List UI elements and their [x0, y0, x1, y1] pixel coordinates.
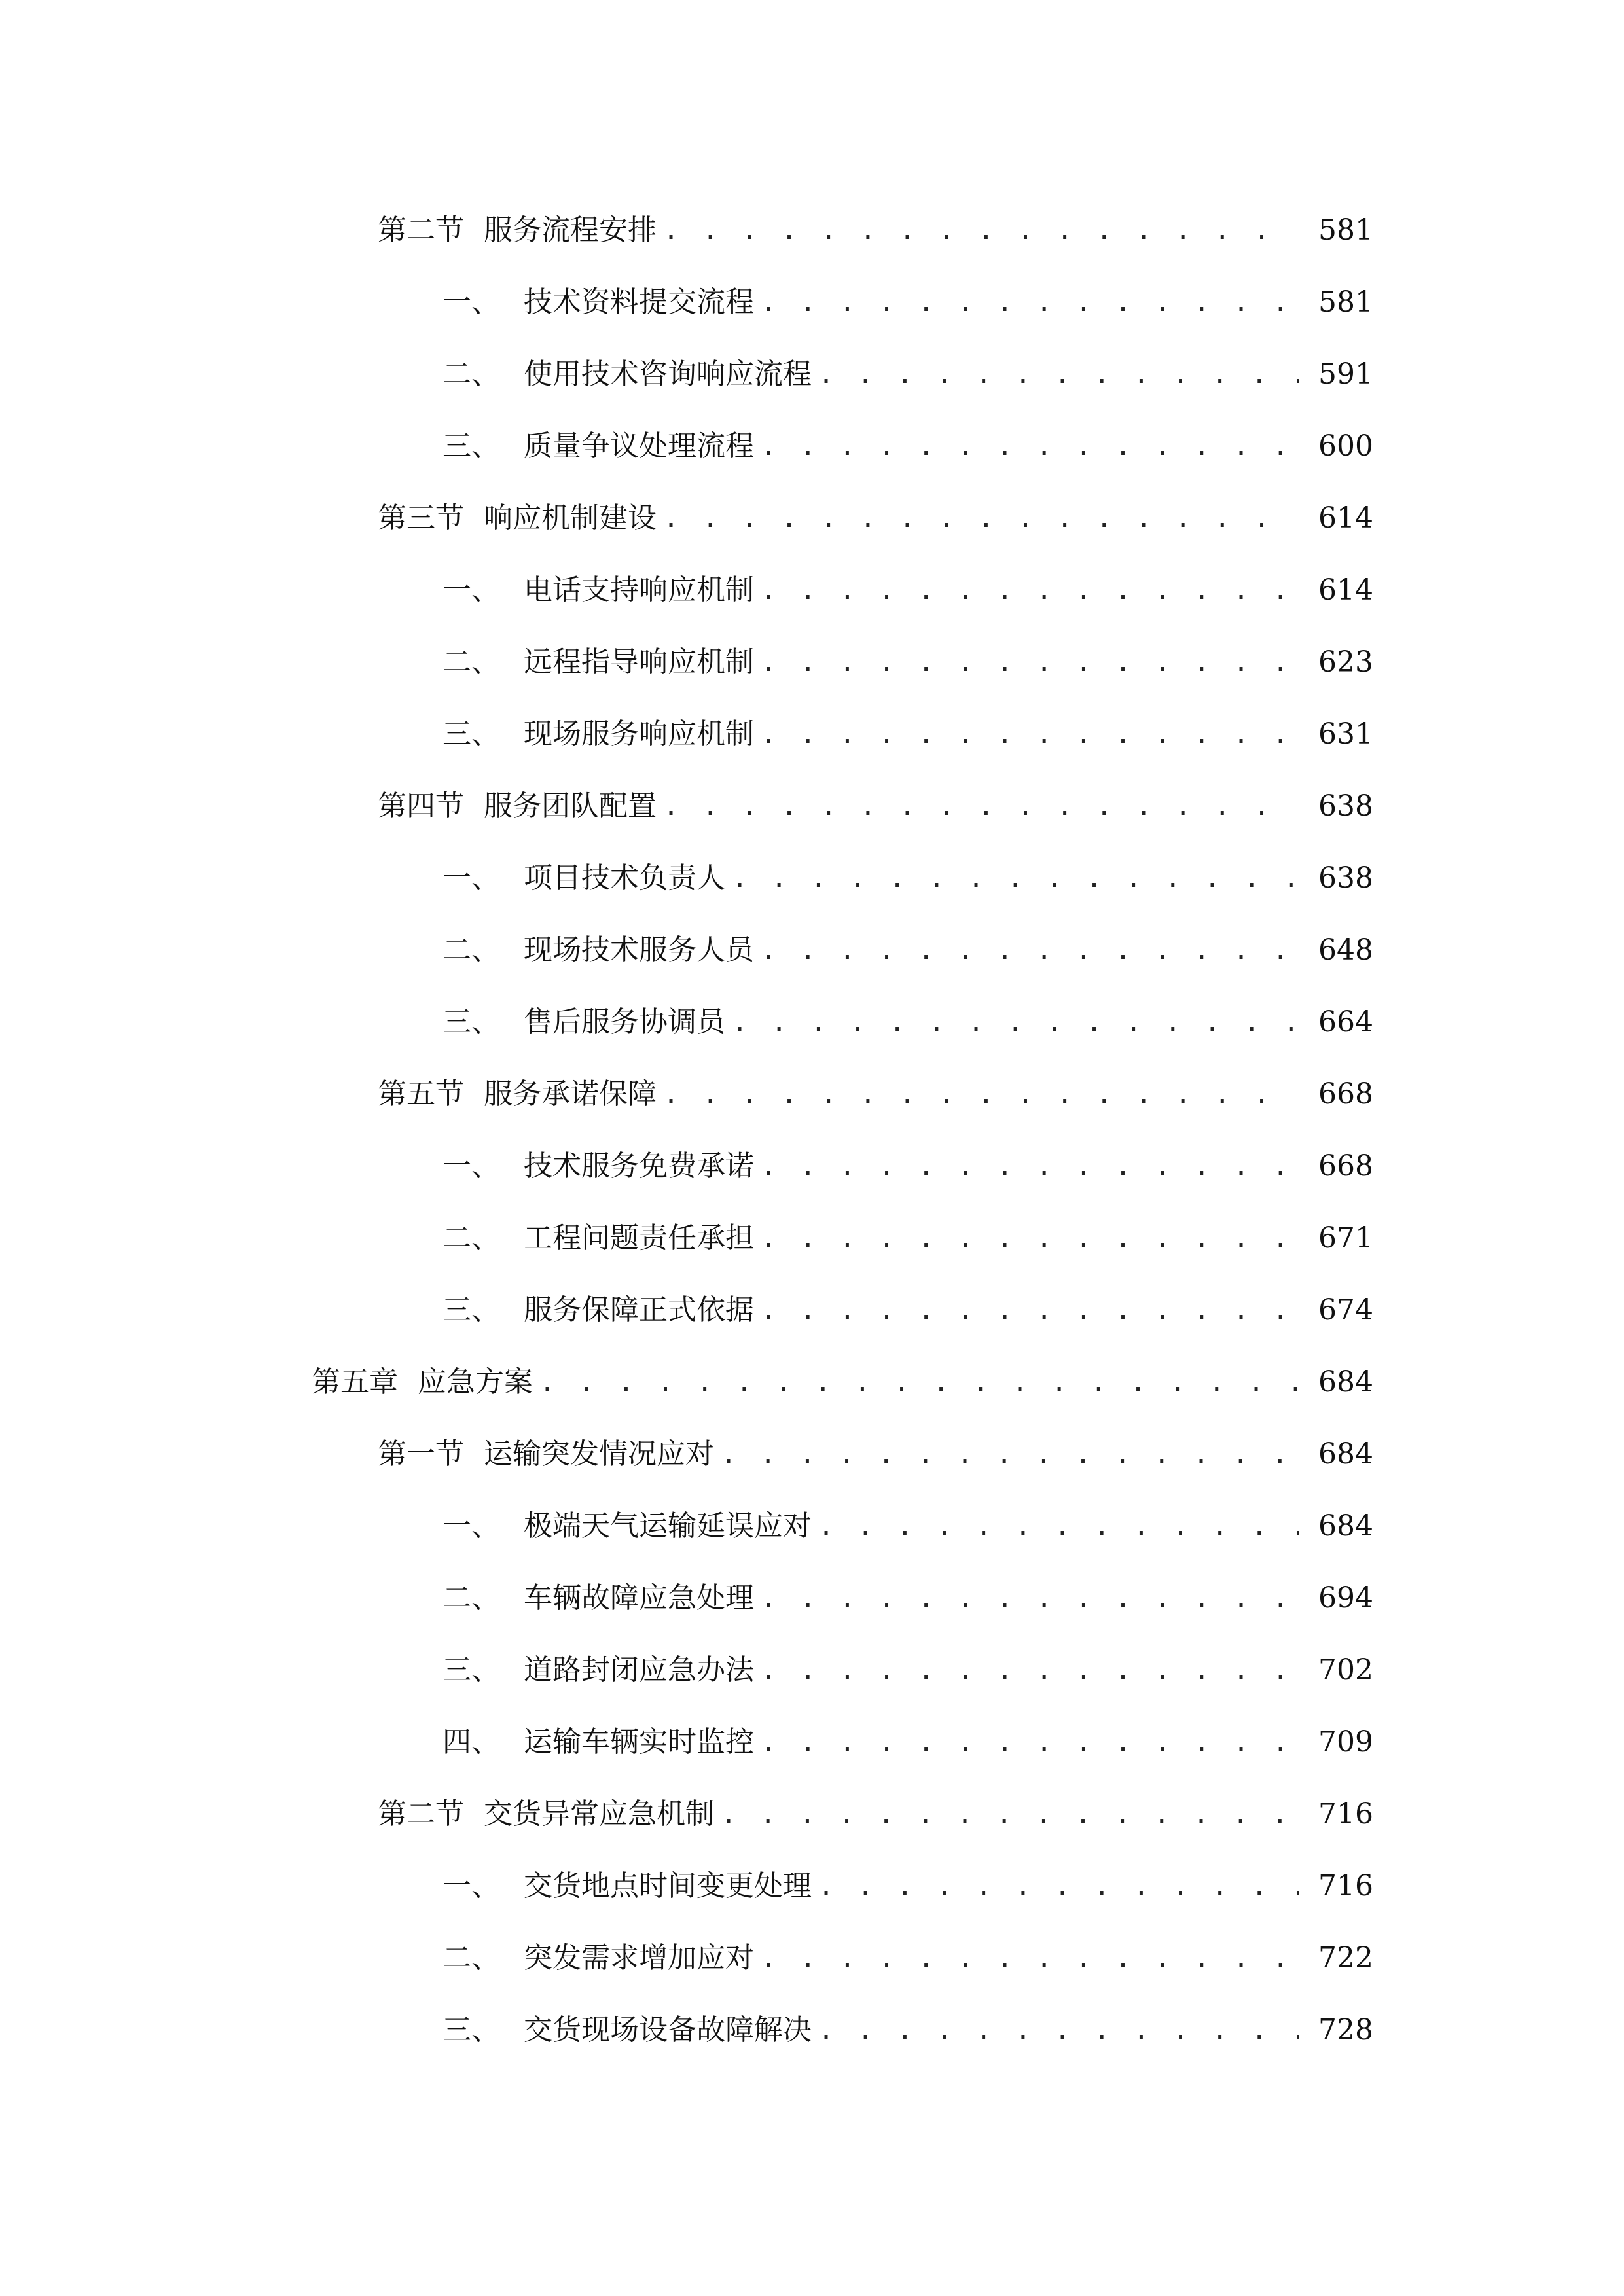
toc-entry-title: 交货现场设备故障解决 [524, 2013, 812, 2047]
toc-entry-number: 第二节 [378, 213, 464, 247]
toc-entry[interactable] [378, 780, 1373, 833]
toc-entry-number: 一、 [442, 1509, 500, 1543]
toc-entry-title: 售后服务协调员 [524, 1005, 725, 1039]
toc-entry-page-number: 684 [1318, 1437, 1373, 1471]
toc-entry-number: 二、 [442, 1941, 500, 1975]
toc-entry[interactable] [378, 492, 1373, 545]
dot-leader [761, 1644, 1299, 1696]
toc-entry-title: 应急方案 [418, 1365, 533, 1399]
toc-entry-number: 一、 [442, 1869, 500, 1903]
dot-leader [761, 420, 1299, 473]
toc-entry-number: 二、 [442, 357, 500, 391]
toc-entry-title: 交货地点时间变更处理 [524, 1869, 812, 1903]
toc-entry-page-number: 668 [1318, 1149, 1373, 1183]
dot-leader [761, 924, 1299, 977]
toc-entry-page-number: 614 [1318, 501, 1373, 535]
toc-entry[interactable] [442, 924, 1373, 977]
toc-entry-number: 四、 [442, 1725, 500, 1759]
toc-entry-number: 二、 [442, 1221, 500, 1255]
toc-entry[interactable] [442, 1500, 1373, 1552]
toc-entry-page-number: 709 [1318, 1725, 1373, 1759]
toc-entry-title: 现场技术服务人员 [524, 933, 754, 967]
toc-entry-page-number: 623 [1318, 645, 1373, 679]
toc-entry-page-number: 674 [1318, 1293, 1373, 1327]
toc-entry-title: 技术服务免费承诺 [524, 1149, 754, 1183]
toc-entry-page-number: 600 [1318, 429, 1373, 463]
toc-entry[interactable] [442, 1572, 1373, 1624]
toc-entry[interactable] [442, 1284, 1373, 1336]
toc-entry-number: 二、 [442, 1581, 500, 1615]
toc-entry-page-number: 591 [1318, 357, 1373, 391]
dot-leader [663, 1068, 1299, 1121]
toc-entry-title: 突发需求增加应对 [524, 1941, 754, 1975]
dot-leader [663, 492, 1299, 545]
toc-entry-chapter[interactable] [312, 1356, 1373, 1408]
toc-entry[interactable] [442, 1140, 1373, 1193]
toc-entry-title: 现场服务响应机制 [524, 717, 754, 751]
toc-entry-number: 二、 [442, 933, 500, 967]
dot-leader [761, 1572, 1299, 1624]
toc-entry-number: 第五节 [378, 1077, 464, 1111]
toc-entry-page-number: 716 [1318, 1797, 1373, 1831]
toc-entry-page-number: 581 [1318, 213, 1373, 247]
toc-entry[interactable] [378, 1788, 1373, 1840]
toc-entry-page-number: 716 [1318, 1869, 1373, 1903]
toc-entry-page-number: 631 [1318, 717, 1373, 751]
dot-leader [818, 2004, 1299, 2056]
dot-leader [761, 1140, 1299, 1193]
toc-entry-title: 技术资料提交流程 [524, 285, 754, 319]
dot-leader [761, 708, 1299, 761]
dot-leader [663, 204, 1299, 257]
dot-leader [818, 1860, 1299, 1912]
toc-entry-page-number: 728 [1318, 2013, 1373, 2047]
toc-entry-number: 一、 [442, 573, 500, 607]
toc-entry-title: 车辆故障应急处理 [524, 1581, 754, 1615]
toc-entry[interactable] [442, 420, 1373, 473]
toc-entry-title: 运输车辆实时监控 [524, 1725, 754, 1759]
dot-leader [761, 564, 1299, 617]
toc-entry-title: 极端天气运输延误应对 [524, 1509, 812, 1543]
dot-leader [721, 1788, 1299, 1840]
toc-entry-number: 第五章 [312, 1365, 398, 1399]
toc-entry-page-number: 671 [1318, 1221, 1373, 1255]
toc-entry-title: 服务承诺保障 [484, 1077, 657, 1111]
toc-entry[interactable] [442, 1860, 1373, 1912]
toc-entry[interactable] [442, 1932, 1373, 1984]
toc-entry[interactable] [442, 1212, 1373, 1265]
toc-entry-number: 三、 [442, 2013, 500, 2047]
toc-entry-page-number: 638 [1318, 789, 1373, 823]
dot-leader [761, 1716, 1299, 1768]
toc-entry-title: 远程指导响应机制 [524, 645, 754, 679]
toc-entry-page-number: 664 [1318, 1005, 1373, 1039]
toc-entry-number: 三、 [442, 1653, 500, 1687]
toc-entry-number: 第三节 [378, 501, 464, 535]
toc-entry-page-number: 668 [1318, 1077, 1373, 1111]
toc-entry[interactable] [442, 1644, 1373, 1696]
toc-entry-title: 交货异常应急机制 [484, 1797, 714, 1831]
toc-entry-title: 使用技术咨询响应流程 [524, 357, 812, 391]
dot-leader [818, 1500, 1299, 1552]
toc-entry[interactable] [442, 2004, 1373, 2056]
toc-entry-number: 第四节 [378, 789, 464, 823]
toc-entry[interactable] [442, 852, 1373, 905]
toc-entry[interactable] [442, 1716, 1373, 1768]
toc-entry-number: 一、 [442, 861, 500, 895]
toc-entry-number: 一、 [442, 1149, 500, 1183]
dot-leader [761, 1212, 1299, 1265]
toc-entry-page-number: 581 [1318, 285, 1373, 319]
toc-entry-title: 运输突发情况应对 [484, 1437, 714, 1471]
toc-entry-title: 项目技术负责人 [524, 861, 725, 895]
toc-entry[interactable] [442, 276, 1373, 329]
dot-leader [732, 996, 1299, 1049]
toc-entry-number: 第一节 [378, 1437, 464, 1471]
dot-leader [761, 1284, 1299, 1336]
toc-entry-page-number: 614 [1318, 573, 1373, 607]
dot-leader [732, 852, 1299, 905]
toc-entry-page-number: 684 [1318, 1365, 1373, 1399]
dot-leader [818, 348, 1299, 401]
toc-entry-number: 三、 [442, 717, 500, 751]
toc-entry-title: 服务流程安排 [484, 213, 657, 247]
toc-entry-number: 第二节 [378, 1797, 464, 1831]
toc-entry-number: 三、 [442, 1005, 500, 1039]
toc-entry[interactable] [378, 1428, 1373, 1480]
toc-entry-title: 响应机制建设 [484, 501, 657, 535]
dot-leader [721, 1428, 1299, 1480]
toc-entry-title: 质量争议处理流程 [524, 429, 754, 463]
toc-entry-page-number: 702 [1318, 1653, 1373, 1687]
dot-leader [761, 636, 1299, 689]
toc-entry[interactable] [378, 204, 1373, 257]
toc-entry-page-number: 648 [1318, 933, 1373, 967]
toc-entry[interactable] [442, 996, 1373, 1049]
dot-leader [761, 276, 1299, 329]
toc-entry-page-number: 638 [1318, 861, 1373, 895]
toc-entry-page-number: 684 [1318, 1509, 1373, 1543]
toc-entry-title: 工程问题责任承担 [524, 1221, 754, 1255]
toc-entry-number: 三、 [442, 1293, 500, 1327]
toc-entry-title: 道路封闭应急办法 [524, 1653, 754, 1687]
dot-leader [761, 1932, 1299, 1984]
toc-entry-number: 二、 [442, 645, 500, 679]
toc-entry-page-number: 722 [1318, 1941, 1373, 1975]
dot-leader [663, 780, 1299, 833]
toc-entry-title: 电话支持响应机制 [524, 573, 754, 607]
toc-entry-number: 一、 [442, 285, 500, 319]
toc-entry[interactable] [442, 708, 1373, 761]
toc-entry[interactable] [378, 1068, 1373, 1121]
toc-entry-title: 服务团队配置 [484, 789, 657, 823]
toc-entry-title: 服务保障正式依据 [524, 1293, 754, 1327]
toc-entry-page-number: 694 [1318, 1581, 1373, 1615]
toc-entry-number: 三、 [442, 429, 500, 463]
toc-entry[interactable] [442, 348, 1373, 401]
toc-entry[interactable] [442, 564, 1373, 617]
dot-leader [539, 1356, 1299, 1408]
toc-entry[interactable] [442, 636, 1373, 689]
